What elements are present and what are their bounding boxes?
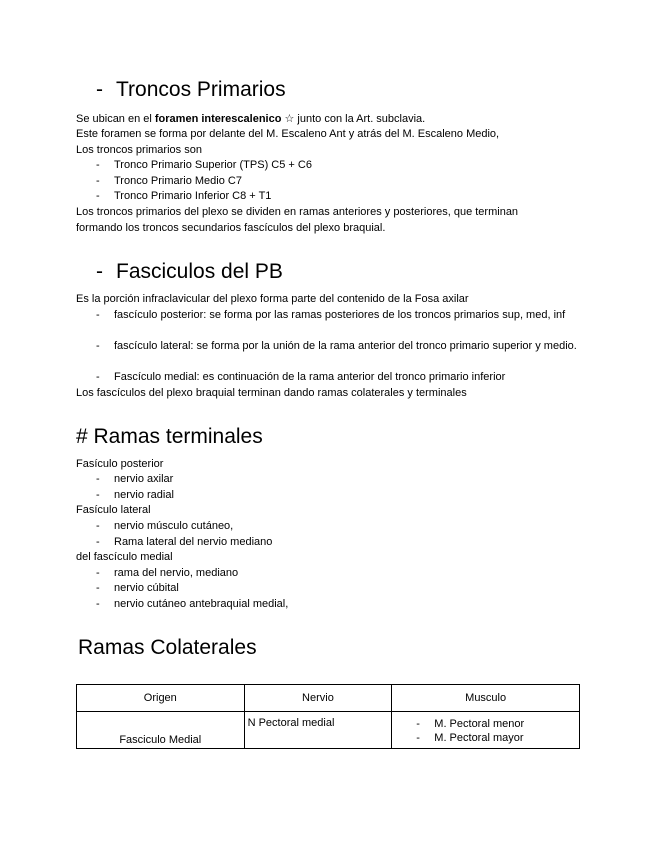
bullet: - xyxy=(96,159,100,171)
paragraph-troncos-son: Los troncos primarios son xyxy=(76,144,202,156)
table-header-nervio: Nervio xyxy=(244,685,392,712)
cell-nervio xyxy=(244,712,392,749)
list-item xyxy=(96,535,273,551)
list-item xyxy=(96,339,584,355)
table-header-musculo: Musculo xyxy=(392,685,580,712)
paragraph-troncos-outro: Los troncos primarios del plexo se dividen en ramas anteriores y posteriores, que terminan formando los troncos secundarios fascículos del plexo braquial. xyxy=(76,206,519,234)
nervio-text: N Pectoral medial xyxy=(247,717,335,729)
paragraph-fasciculos-outro: Los fascículos del plexo braquial terminan dando ramas colaterales y terminales xyxy=(76,387,467,399)
group-label: Fasículo posterior xyxy=(76,458,164,470)
paragraph-foramen: Este foramen se forma por delante del M. Escaleno Ant y atrás del M. Escaleno Medio, xyxy=(76,128,500,140)
list-item-text: nervio cúbital xyxy=(114,582,179,594)
list-item-text: nervio músculo cutáneo, xyxy=(114,520,234,532)
heading-fasciculos xyxy=(96,259,283,285)
colaterales-table xyxy=(76,684,580,749)
bullet: - xyxy=(96,598,100,610)
list-item xyxy=(96,370,506,386)
musculo-list-item xyxy=(392,731,579,745)
bullet: - xyxy=(96,371,100,383)
heading-ramas-colaterales: Ramas Colaterales xyxy=(78,636,257,659)
musculo-text: M. Pectoral menor xyxy=(434,718,525,730)
heading-troncos-primarios xyxy=(96,77,286,103)
heading-text: Fasciculos del PB xyxy=(116,260,283,283)
list-item-text: rama del nervio, mediano xyxy=(114,567,239,579)
heading-ramas-terminales: # Ramas terminales xyxy=(76,425,263,448)
list-item xyxy=(96,174,242,190)
table-header-row xyxy=(77,685,580,712)
list-item-text: fascículo lateral: se forma por la unión de la rama anterior del tronco primario superior y medio. xyxy=(114,340,577,352)
bullet: - xyxy=(96,536,100,548)
table-header-origen: Origen xyxy=(77,685,245,712)
cell-origen xyxy=(77,712,245,749)
list-item-text: Tronco Primario Superior (TPS) C5 + C6 xyxy=(114,159,312,171)
bullet: - xyxy=(96,473,100,485)
bullet: - xyxy=(96,309,100,321)
list-item-text: fascículo posterior: se forma por las ramas posteriores de los troncos primarios sup, med, inf xyxy=(114,309,566,321)
musculo-list-item xyxy=(392,712,579,731)
cell-musculo xyxy=(392,712,580,749)
paragraph-intro xyxy=(76,112,425,128)
intro-post: ☆ junto con la Art. subclavia. xyxy=(281,113,426,125)
bullet: - xyxy=(96,567,100,579)
bullet: - xyxy=(96,489,100,501)
list-item xyxy=(96,308,584,324)
heading-dash: - xyxy=(96,78,103,101)
list-item-text: Tronco Primario Medio C7 xyxy=(114,175,242,187)
bullet: - xyxy=(416,732,420,744)
list-item-text: Fascículo medial: es continuación de la rama anterior del tronco primario inferior xyxy=(114,371,506,383)
list-item xyxy=(96,581,179,597)
heading-dash: - xyxy=(96,260,103,283)
group-label: del fascículo medial xyxy=(76,551,173,563)
table-row xyxy=(77,712,580,749)
list-item-text: Rama lateral del nervio mediano xyxy=(114,536,273,548)
list-item-text: Tronco Primario Inferior C8 + T1 xyxy=(114,190,272,202)
group-label: Fasículo lateral xyxy=(76,504,151,516)
bullet: - xyxy=(96,190,100,202)
intro-bold: foramen interescalenico xyxy=(154,113,282,125)
bullet: - xyxy=(96,582,100,594)
list-item xyxy=(96,189,272,205)
list-item xyxy=(96,488,174,504)
list-item xyxy=(96,472,174,488)
list-item xyxy=(96,566,239,582)
list-item-text: nervio radial xyxy=(114,489,174,501)
list-item xyxy=(96,158,312,174)
heading-text: Troncos Primarios xyxy=(116,78,286,101)
bullet: - xyxy=(416,718,420,730)
intro-pre: Se ubican en el xyxy=(76,113,155,125)
list-item xyxy=(96,597,289,613)
bullet: - xyxy=(96,520,100,532)
bullet: - xyxy=(96,175,100,187)
paragraph-fasciculos-intro: Es la porción infraclavicular del plexo forma parte del contenido de la Fosa axilar xyxy=(76,293,469,305)
origen-text: Fasciculo Medial xyxy=(119,734,202,746)
list-item xyxy=(96,519,234,535)
list-item-text: nervio cutáneo antebraquial medial, xyxy=(114,598,289,610)
bullet: - xyxy=(96,340,100,352)
list-item-text: nervio axilar xyxy=(114,473,174,485)
musculo-text: M. Pectoral mayor xyxy=(434,732,524,744)
